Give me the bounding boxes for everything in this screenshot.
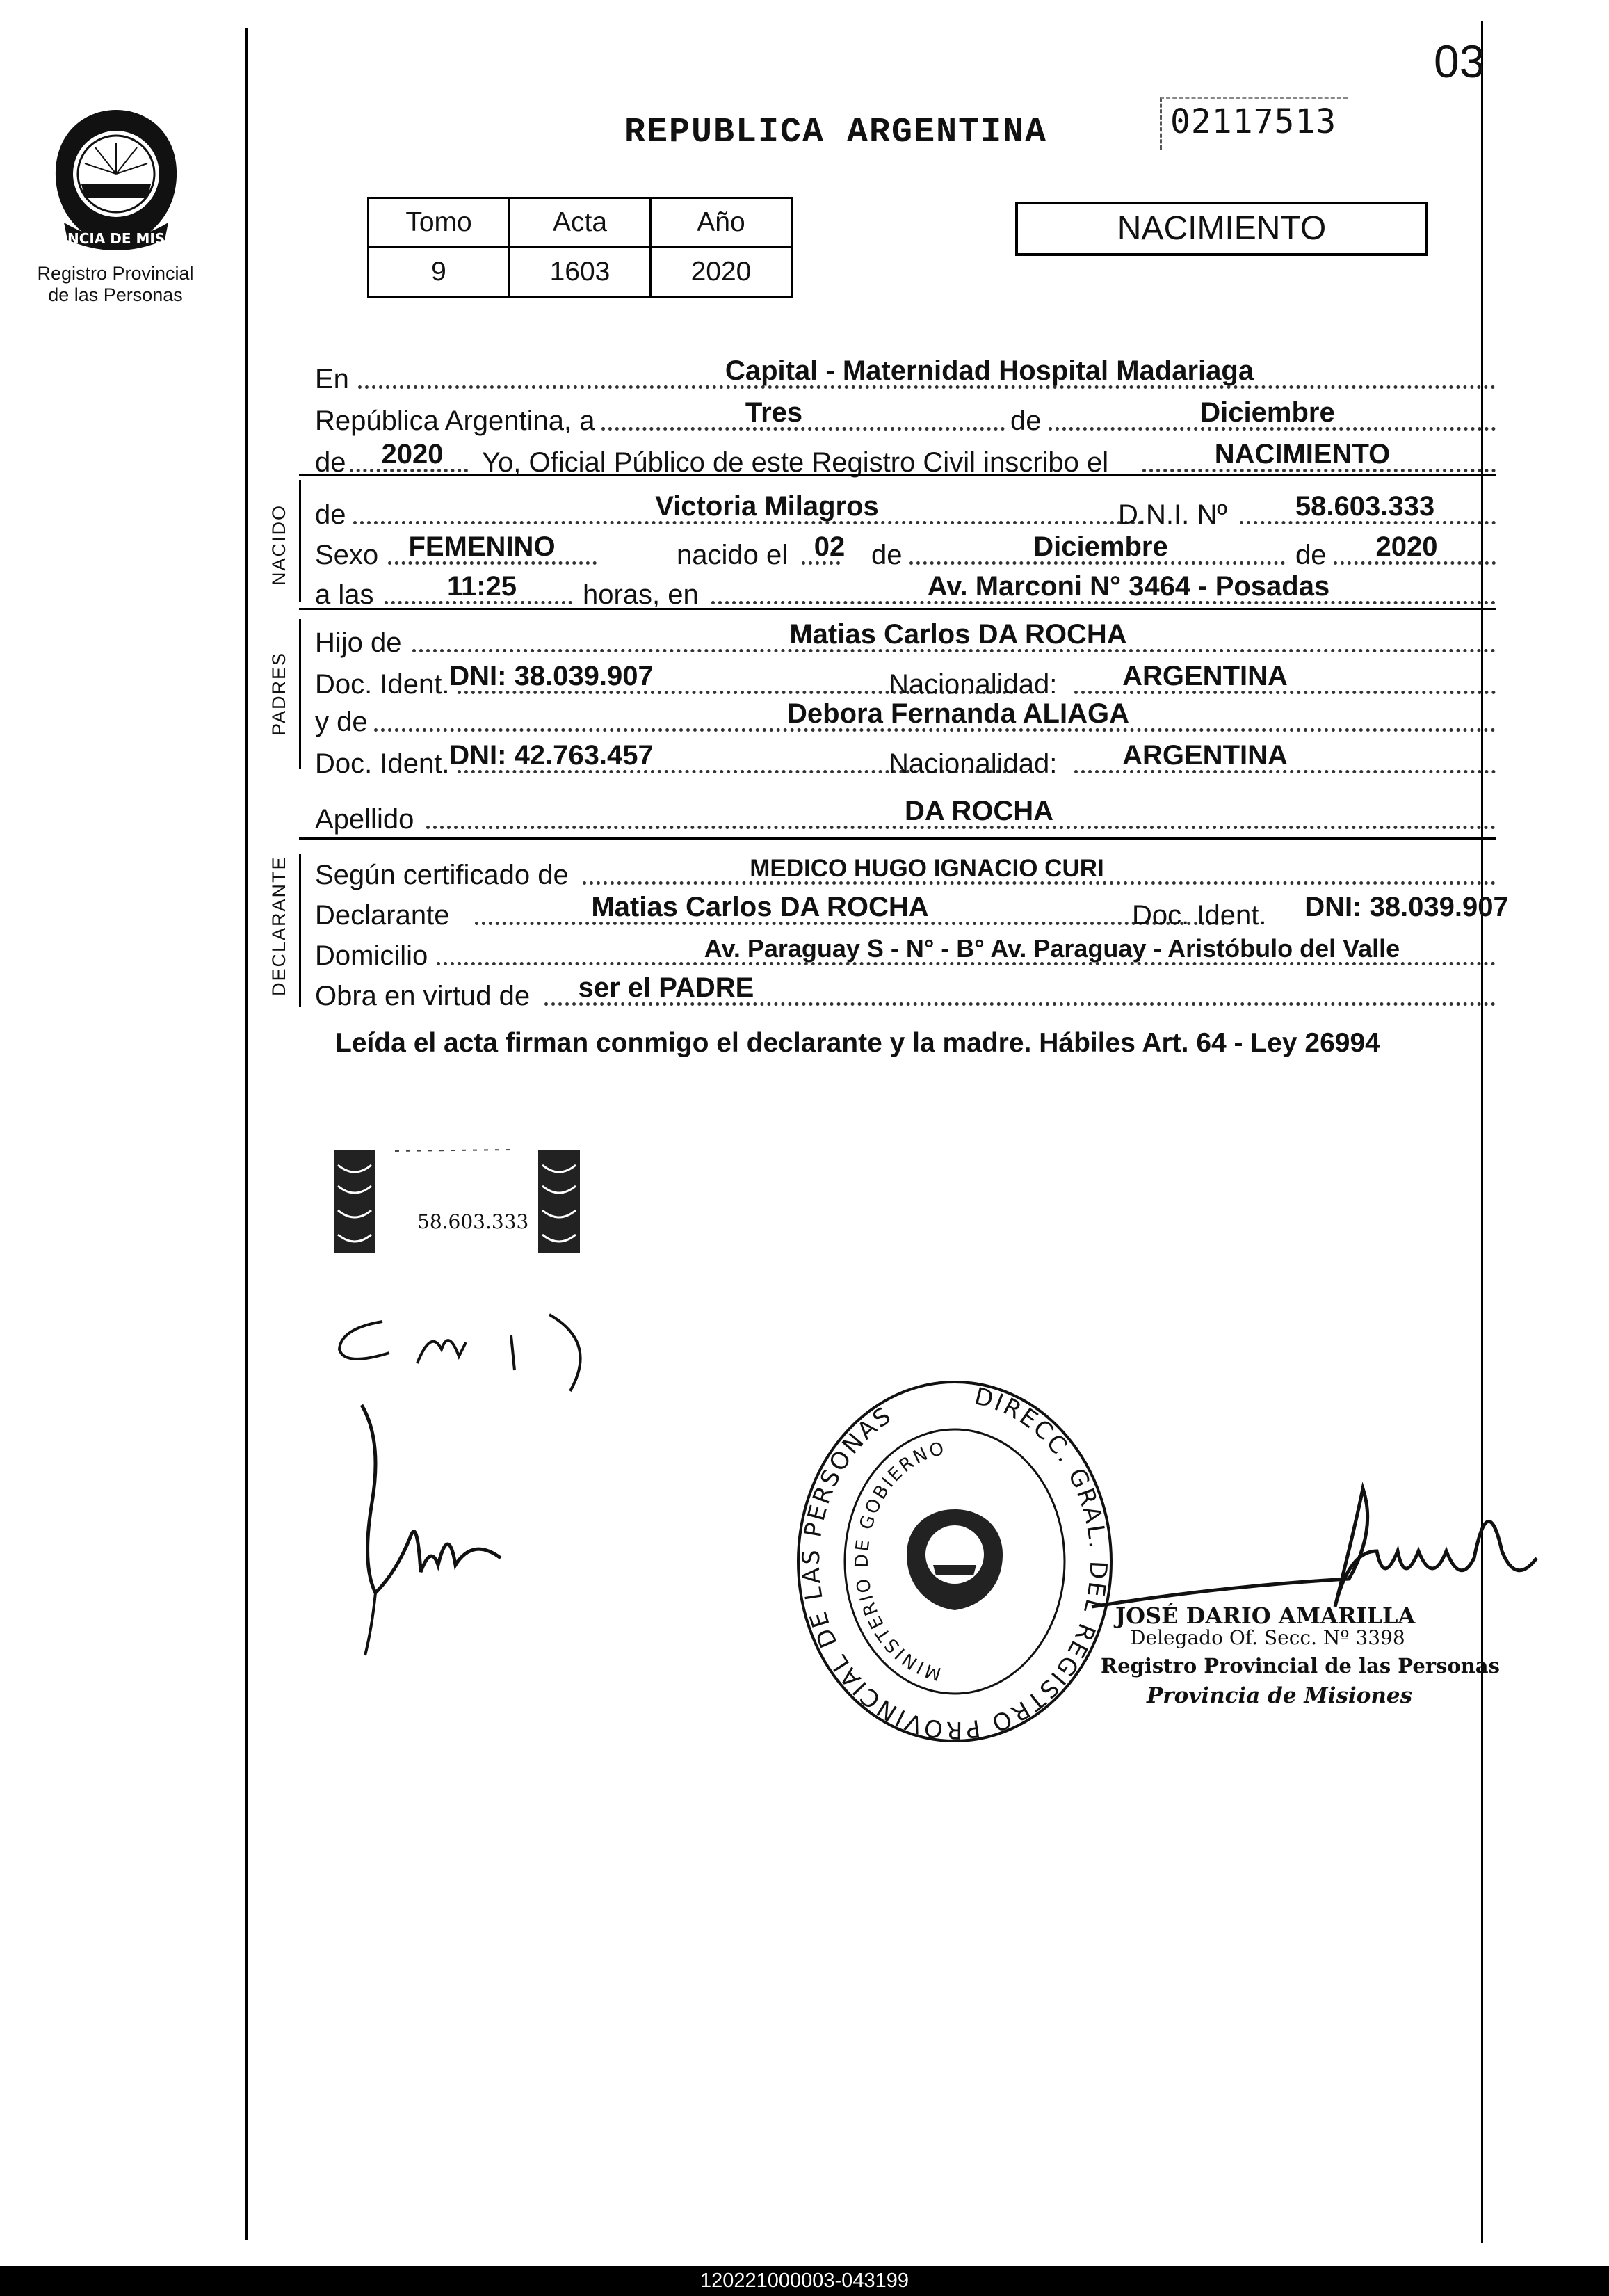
line-father-doc <box>315 657 1496 698</box>
line-mother-doc <box>315 736 1496 778</box>
birth-de2-label: de <box>1295 540 1327 570</box>
line-mother <box>315 694 1496 736</box>
de-label: de <box>1010 406 1042 436</box>
official-name: JOSÉ DARIO AMARILLA <box>1115 1603 1416 1629</box>
closing-text: Leída el acta firman conmigo el declarante y la madre. Hábiles Art. 64 - Ley 26994 <box>335 1028 1380 1058</box>
nacido-el-label: nacido el <box>677 540 789 570</box>
mother-doc-label: Doc. Ident. <box>315 748 450 779</box>
province-emblem-logo <box>19 104 213 261</box>
sexo-label: Sexo <box>315 540 379 570</box>
horas-label: horas, en <box>583 579 699 610</box>
mother-name: Debora Fernanda ALIAGA <box>787 698 1129 729</box>
bracket-nacido <box>299 480 301 602</box>
father-name: Matias Carlos DA ROCHA <box>789 619 1127 650</box>
line-father <box>315 615 1496 657</box>
inscribe-label: Yo, Oficial Público de este Registro Civil inscribo el <box>482 447 1109 478</box>
birth-day: 02 <box>814 531 846 562</box>
nacido-section-label: NACIDO <box>268 504 289 586</box>
domicilio-label: Domicilio <box>315 940 428 971</box>
country-heading: REPUBLICA ARGENTINA <box>624 113 1048 152</box>
sexo-value: FEMENINO <box>408 531 556 562</box>
padres-section-label: PADRES <box>268 651 289 736</box>
father-doc: DNI: 38.039.907 <box>449 661 654 691</box>
mother-nationality-label: Nacionalidad: <box>889 748 1058 779</box>
logo-caption-line2: de las Personas <box>48 284 183 305</box>
line-surname <box>315 792 1496 833</box>
page-number: 03 <box>1434 35 1485 87</box>
a-las-label: a las <box>315 579 374 610</box>
document-type-box: NACIMIENTO <box>1015 202 1428 256</box>
line-certificate <box>315 847 1496 889</box>
line-sex <box>315 527 1496 569</box>
birth-month: Diciembre <box>1033 531 1168 562</box>
birth-year: 2020 <box>1375 531 1438 562</box>
logo-caption-line1: Registro Provincial <box>37 263 194 284</box>
de2-label: de <box>315 447 346 478</box>
apellido-value: DA ROCHA <box>904 796 1054 826</box>
declarante-label: Declarante <box>315 900 450 931</box>
hijo-de-label: Hijo de <box>315 627 402 658</box>
volume-value-acta: 1603 <box>510 248 651 297</box>
line-address <box>315 928 1496 970</box>
footer-code: 120221000003-043199 <box>0 2266 1609 2296</box>
id-stamp <box>332 1144 581 1254</box>
seal-outer-text: DIRECC. GRAL. DEL REGISTRO PROVINCIAL DE LAS PERSONAS <box>797 1382 1113 1744</box>
volume-header-tomo: Tomo <box>369 198 510 248</box>
official-seal <box>794 1377 1115 1746</box>
bracket-padres <box>299 619 301 769</box>
father-nationality-label: Nacionalidad: <box>889 669 1058 700</box>
en-label: En <box>315 364 349 394</box>
declarante-doc: DNI: 38.039.907 <box>1304 892 1509 922</box>
act-type-value: NACIMIENTO <box>1214 439 1391 469</box>
volume-header-anio: Año <box>651 198 792 248</box>
line-place <box>315 351 1496 393</box>
day-value: Tres <box>745 397 803 428</box>
logo-caption <box>21 263 210 306</box>
certificado-label: Según certificado de <box>315 860 569 890</box>
left-margin-line <box>245 28 248 2240</box>
republica-label: República Argentina, a <box>315 406 595 436</box>
certificado-value: MEDICO HUGO IGNACIO CURI <box>750 855 1104 882</box>
line-inscribe <box>315 435 1496 476</box>
line-time <box>315 567 1496 609</box>
mother-doc: DNI: 42.763.457 <box>449 740 654 771</box>
volume-value-anio: 2020 <box>651 248 792 297</box>
volume-table-value-row <box>369 248 792 297</box>
official-province: Provincia de Misiones <box>1147 1683 1413 1708</box>
father-nationality: ARGENTINA <box>1122 661 1288 691</box>
newborn-name: Victoria Milagros <box>655 491 879 522</box>
volume-table <box>367 197 793 298</box>
emblem-text: PROVINCIA DE MISIONES <box>19 230 213 247</box>
father-doc-label: Doc. Ident. <box>315 669 450 700</box>
separator-nacido <box>299 474 1496 476</box>
place-value: Capital - Maternidad Hospital Madariaga <box>725 355 1254 386</box>
dni-label: D.N.I. Nº <box>1118 499 1227 530</box>
birth-de-label: de <box>871 540 903 570</box>
mother-signature <box>334 1398 542 1662</box>
birth-time: 11:25 <box>446 571 517 602</box>
volume-value-tomo: 9 <box>369 248 510 297</box>
volume-table-header-row <box>369 198 792 248</box>
separator-declarante <box>299 837 1496 840</box>
declarante-section-label: DECLARANTE <box>268 856 289 996</box>
id-stamp-number: 58.603.333 <box>417 1210 529 1233</box>
obra-label: Obra en virtud de <box>315 981 531 1011</box>
y-de-label: y de <box>315 707 368 737</box>
volume-header-acta: Acta <box>510 198 651 248</box>
nacido-de-label: de <box>315 499 346 530</box>
month-value: Diciembre <box>1200 397 1335 428</box>
newborn-dni: 58.603.333 <box>1295 491 1435 522</box>
domicilio-value: Av. Paraguay S - N° - B° Av. Paraguay - Aristóbulo del Valle <box>704 934 1400 963</box>
serial-number: 02117513 <box>1160 97 1348 150</box>
official-signature <box>1085 1447 1544 1628</box>
mother-nationality: ARGENTINA <box>1122 740 1288 771</box>
apellido-label: Apellido <box>315 804 414 835</box>
handwritten-initials <box>327 1301 619 1398</box>
year-value: 2020 <box>381 439 444 469</box>
separator-padres <box>299 608 1496 610</box>
bracket-declarante <box>299 854 301 1007</box>
official-registry: Registro Provincial de las Personas <box>1101 1654 1500 1678</box>
line-obra <box>315 968 1496 1010</box>
obra-value: ser el PADRE <box>578 972 754 1003</box>
declarante-name: Matias Carlos DA ROCHA <box>591 892 929 922</box>
line-declarant <box>315 888 1509 931</box>
seal-inner-text: MINISTERIO DE GOBIERNO <box>851 1438 948 1685</box>
line-date <box>315 393 1496 435</box>
birth-place: Av. Marconi N° 3464 - Posadas <box>927 571 1330 602</box>
line-name <box>315 487 1496 529</box>
declarante-doc-label: Doc. Ident. <box>1132 900 1267 931</box>
official-title: Delegado Of. Secc. Nº 3398 <box>1130 1626 1405 1649</box>
